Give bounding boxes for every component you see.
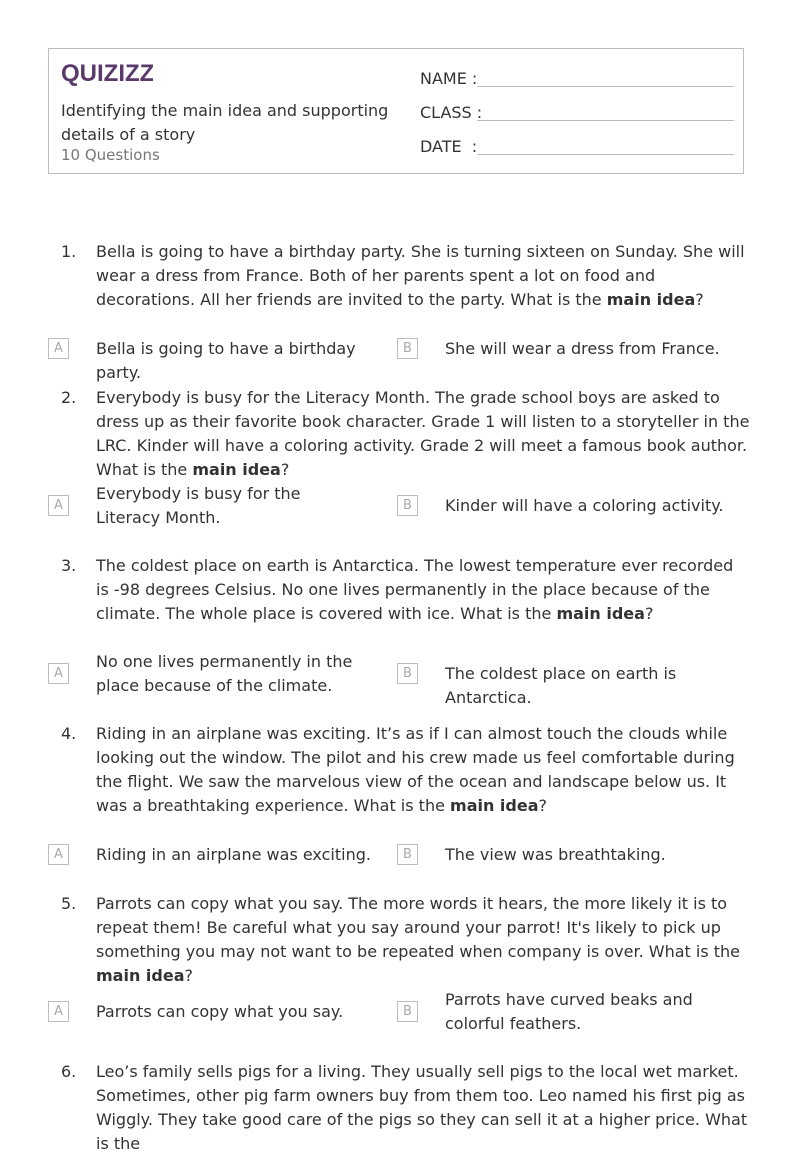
option-b-text[interactable]: The view was breathtaking.: [445, 845, 666, 864]
option-a-text[interactable]: Bella is going to have a birthday party.: [96, 339, 356, 382]
quizizz-logo-graphic: [61, 59, 153, 87]
option-a-box[interactable]: A: [48, 495, 69, 516]
option-a-box[interactable]: A: [48, 338, 69, 359]
question-number: 4.: [61, 724, 77, 743]
class-line[interactable]: [477, 120, 734, 121]
option-a-box[interactable]: A: [48, 663, 69, 684]
option-a-text[interactable]: No one lives permanently in the place because of the climate.: [96, 652, 353, 695]
option-b-text[interactable]: She will wear a dress from France.: [445, 339, 720, 358]
question-text: The coldest place on earth is Antarctica. The lowest temperature ever recorded is -98 degrees Celsius. No one lives permanently in the place because of the climate. The whole place is covered with ice. What is the main idea?: [96, 556, 734, 623]
date-field[interactable]: [420, 135, 734, 159]
date-label: DATE :: [420, 137, 478, 156]
question-text: Bella is going to have a birthday party. She is turning sixteen on Sunday. She will wear a dress from France. Both of her parents spent a lot on food and decorations. All her friends are invited to the party. What is the main idea?: [96, 242, 745, 309]
option-b-box[interactable]: B: [397, 338, 418, 359]
option-b-box[interactable]: B: [397, 844, 418, 865]
question-number: 2.: [61, 388, 77, 407]
quizizz-logo: [61, 59, 153, 91]
name-label: NAME :: [420, 69, 478, 88]
question-text: Everybody is busy for the Literacy Month. The grade school boys are asked to dress up as their favorite book character. Grade 1 will listen to a storyteller in the LRC. Kinder will have a coloring activity. Grade 2 will meet a famous book author. What is the main idea?: [96, 388, 750, 479]
option-b-text[interactable]: Parrots have curved beaks and colorful feathers.: [445, 990, 693, 1033]
worksheet-title: Identifying the main idea and supporting details of a story: [61, 101, 389, 144]
question-text: Leo’s family sells pigs for a living. They usually sell pigs to the local wet market. Sometimes, other pig farm owners buy from them too. Leo named his first pig as Wiggly. They take good care of the pigs so they can sell it at a higher price. What is the: [96, 1062, 748, 1153]
option-a-text[interactable]: Everybody is busy for the Literacy Month.: [96, 484, 301, 527]
question-text: Riding in an airplane was exciting. It’s as if I can almost touch the clouds while looking out the window. The pilot and his crew made us feel comfortable during the flight. We saw the marvelous view of the ocean and landscape below us. It was a breathtaking experience. What is the main idea?: [96, 724, 735, 815]
date-line[interactable]: [477, 154, 734, 155]
option-b-text[interactable]: Kinder will have a coloring activity.: [445, 496, 724, 515]
option-a-box[interactable]: A: [48, 1001, 69, 1022]
option-a-box[interactable]: A: [48, 844, 69, 865]
question-number: 1.: [61, 242, 77, 261]
question-number: 3.: [61, 556, 77, 575]
class-field[interactable]: [420, 101, 734, 125]
option-b-box[interactable]: B: [397, 495, 418, 516]
option-b-text[interactable]: The coldest place on earth is Antarctica.: [445, 664, 677, 707]
worksheet-header: [48, 48, 744, 174]
option-a-text[interactable]: Riding in an airplane was exciting.: [96, 845, 371, 864]
question-count: 10 Questions: [61, 146, 160, 164]
name-field[interactable]: [420, 67, 734, 91]
question-number: 6.: [61, 1062, 77, 1081]
option-b-box[interactable]: B: [397, 1001, 418, 1022]
question-number: 5.: [61, 894, 77, 913]
class-label: CLASS :: [420, 103, 483, 122]
question-text: Parrots can copy what you say. The more words it hears, the more likely it is to repeat them! Be careful what you say around your parrot! It's likely to pick up something you may not want to be repeated when company is over. What is the main idea?: [96, 894, 740, 985]
option-b-box[interactable]: B: [397, 663, 418, 684]
name-line[interactable]: [477, 86, 734, 87]
svg-text:QUIZIZZ: QUIZIZZ: [61, 60, 153, 87]
option-a-text[interactable]: Parrots can copy what you say.: [96, 1002, 344, 1021]
